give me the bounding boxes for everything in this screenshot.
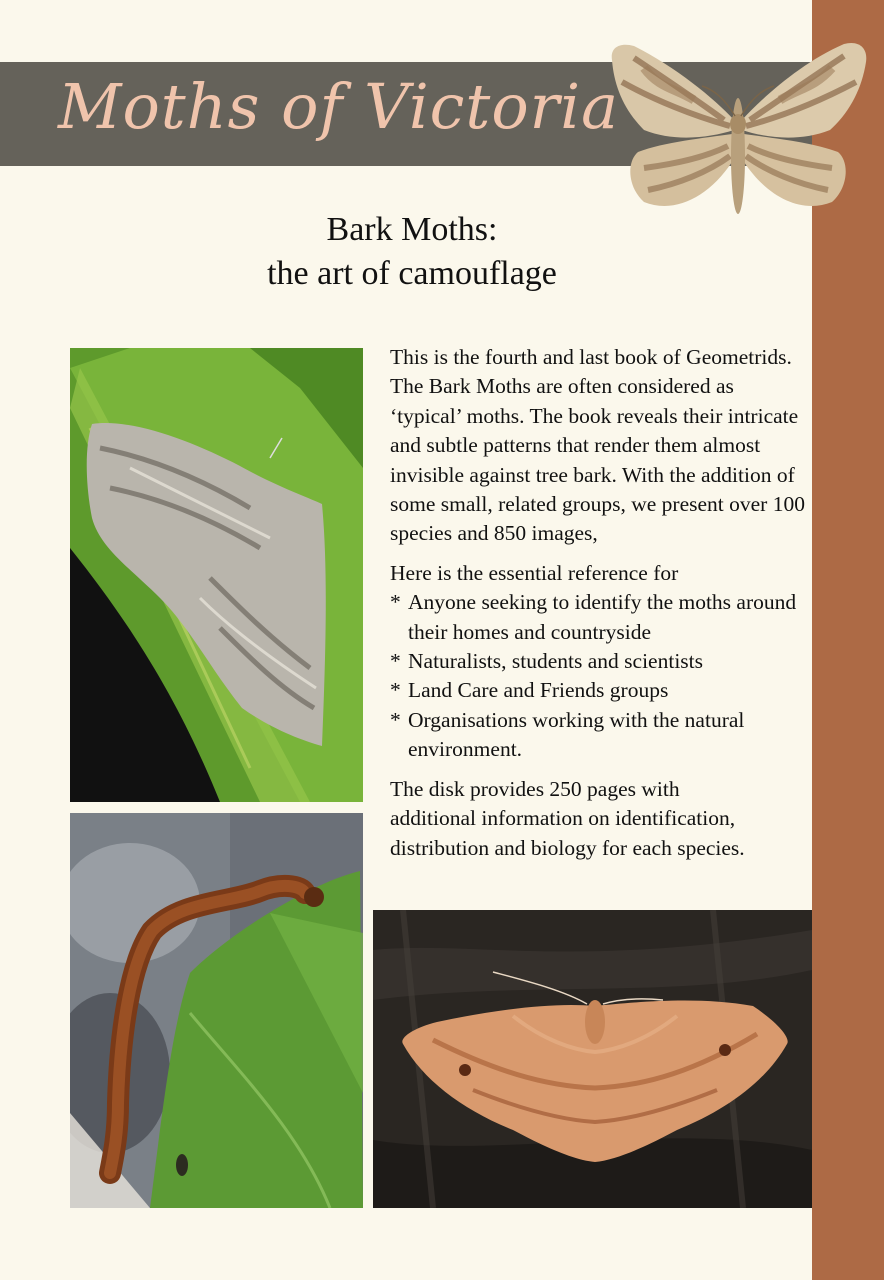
bullet-marker: * [390, 590, 401, 615]
disk-line: distribution and biology for each species. [390, 835, 745, 860]
disk-line: additional information on identification, [390, 806, 736, 831]
disk-line: The disk provides 250 pages with [390, 776, 680, 801]
list-item-text: Naturalists, students and scientists [408, 649, 703, 674]
caterpillar-photo [70, 813, 363, 1208]
list-item [390, 647, 808, 676]
subtitle-line-2: the art of camouflage [267, 255, 557, 292]
book-subtitle [190, 208, 634, 296]
list-item [390, 706, 808, 765]
list-item [390, 676, 808, 705]
disk-paragraph [390, 775, 808, 863]
banner-moth-image [604, 38, 870, 220]
bullet-marker: * [390, 678, 401, 703]
series-title: Moths of Victoria [58, 70, 620, 143]
description-text [390, 343, 808, 863]
intro-paragraph: This is the fourth and last book of Geometrids. The Bark Moths are often considered as ‘typical’ moths. The book reveals their intricate and subtle patterns that render them almost invisible against tree bark. With the addition of some small, related groups, we present over 100 species and 850 images, [390, 345, 805, 546]
orange-moth-photo [373, 910, 812, 1208]
list-item-text: Land Care and Friends groups [408, 678, 669, 703]
bullet-marker: * [390, 649, 401, 674]
bullet-marker: * [390, 707, 401, 732]
list-item-text: Organisations working with the natural environment. [408, 707, 745, 762]
audience-list [390, 588, 808, 764]
audience-heading: Here is the essential reference for [390, 560, 679, 585]
grey-moth-photo [70, 348, 363, 802]
subtitle-line-1: Bark Moths: [326, 211, 498, 248]
list-item-text: Anyone seeking to identify the moths around their homes and countryside [408, 590, 797, 644]
list-item [390, 588, 808, 647]
